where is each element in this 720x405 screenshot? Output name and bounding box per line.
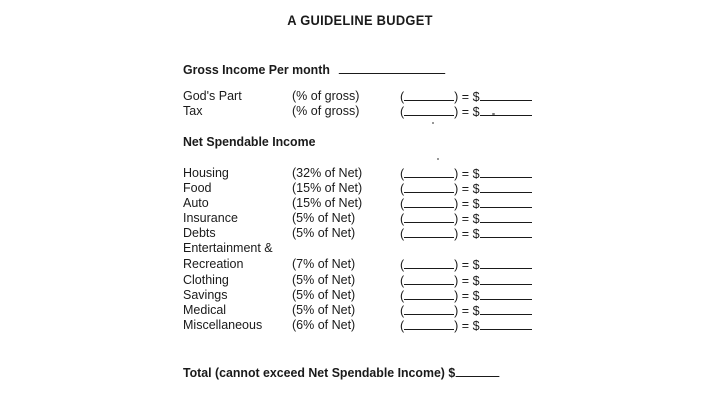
- equals-dollar: ) = $: [454, 212, 480, 226]
- open-paren: (: [400, 258, 405, 272]
- row-label: Miscellaneous: [183, 318, 263, 332]
- row-calculation: [400, 318, 532, 333]
- row-percentage: (32% of Net): [292, 166, 363, 180]
- equals-dollar: ) = $: [454, 289, 480, 303]
- row-percentage: (5% of Net): [292, 226, 356, 240]
- open-paren: (: [400, 197, 405, 211]
- row-label: Clothing: [183, 273, 229, 287]
- percent-blank[interactable]: [404, 211, 454, 223]
- budget-row-recreation: [0, 257, 720, 272]
- row-calculation: [400, 211, 532, 226]
- amount-blank[interactable]: [480, 211, 532, 223]
- equals-dollar: ) = $: [454, 197, 480, 211]
- budget-row-housing: [0, 166, 720, 181]
- row-label: Food: [183, 181, 212, 195]
- open-paren: (: [400, 289, 405, 303]
- budget-row-food: [0, 181, 720, 196]
- row-calculation: [400, 288, 532, 303]
- equals-dollar: ) = $: [454, 227, 480, 241]
- amount-blank[interactable]: [480, 181, 532, 193]
- gross-income-label: Gross Income Per month: [183, 62, 330, 77]
- open-paren: (: [400, 304, 405, 318]
- total-label: Total (cannot exceed Net Spendable Income) $: [183, 365, 456, 380]
- budget-row-clothing: [0, 273, 720, 288]
- row-label: Recreation: [183, 257, 244, 271]
- row-label: Auto: [183, 196, 209, 210]
- row-calculation: [400, 104, 532, 119]
- budget-row-miscellaneous: [0, 318, 720, 333]
- scan-speck: [437, 158, 439, 160]
- row-label: Savings: [183, 288, 228, 302]
- row-calculation: [400, 181, 532, 196]
- row-label: Entertainment &: [183, 241, 273, 255]
- total-amount-blank[interactable]: [455, 365, 499, 377]
- row-label: Housing: [183, 166, 229, 180]
- percent-blank[interactable]: [404, 288, 454, 300]
- percent-blank[interactable]: [404, 303, 454, 315]
- percent-blank[interactable]: [404, 166, 454, 178]
- gross-income-blank[interactable]: [339, 62, 445, 74]
- percent-blank[interactable]: [404, 196, 454, 208]
- amount-blank[interactable]: [480, 104, 532, 116]
- amount-blank[interactable]: [480, 288, 532, 300]
- scan-speck: [432, 122, 434, 124]
- amount-blank[interactable]: [480, 273, 532, 285]
- row-label: Insurance: [183, 211, 238, 225]
- amount-blank[interactable]: [480, 318, 532, 330]
- row-percentage: (5% of Net): [292, 211, 356, 225]
- row-percentage: (15% of Net): [292, 196, 363, 210]
- gross-income-heading: [183, 62, 445, 77]
- scan-speck: [492, 113, 495, 115]
- open-paren: (: [400, 105, 405, 119]
- open-paren: (: [400, 90, 405, 104]
- row-calculation: [400, 226, 532, 241]
- net-spendable-heading: Net Spendable Income: [183, 134, 316, 149]
- budget-row-insurance: [0, 211, 720, 226]
- amount-blank[interactable]: [480, 89, 532, 101]
- percent-blank[interactable]: [404, 89, 454, 101]
- equals-dollar: ) = $: [454, 105, 480, 119]
- amount-blank[interactable]: [480, 196, 532, 208]
- row-label: Medical: [183, 303, 227, 317]
- open-paren: (: [400, 167, 405, 181]
- equals-dollar: ) = $: [454, 258, 480, 272]
- row-calculation: [400, 166, 532, 181]
- row-percentage: (% of gross): [292, 89, 360, 103]
- row-percentage: (7% of Net): [292, 257, 356, 271]
- budget-row-entertainment: [0, 241, 720, 256]
- amount-blank[interactable]: [480, 257, 532, 269]
- equals-dollar: ) = $: [454, 304, 480, 318]
- row-percentage: (5% of Net): [292, 288, 356, 302]
- amount-blank[interactable]: [480, 226, 532, 238]
- percent-blank[interactable]: [404, 257, 454, 269]
- row-calculation: [400, 89, 532, 104]
- budget-row-gods-part: [0, 89, 720, 104]
- open-paren: (: [400, 212, 405, 226]
- budget-row-tax: [0, 104, 720, 119]
- equals-dollar: ) = $: [454, 167, 480, 181]
- budget-row-auto: [0, 196, 720, 211]
- equals-dollar: ) = $: [454, 274, 480, 288]
- open-paren: (: [400, 274, 405, 288]
- amount-blank[interactable]: [480, 166, 532, 178]
- equals-dollar: ) = $: [454, 319, 480, 333]
- row-calculation: [400, 303, 532, 318]
- total-line: [183, 365, 499, 380]
- budget-row-debts: [0, 226, 720, 241]
- open-paren: (: [400, 319, 405, 333]
- equals-dollar: ) = $: [454, 182, 480, 196]
- budget-row-medical: [0, 303, 720, 318]
- row-calculation: [400, 257, 532, 272]
- row-label: God's Part: [183, 89, 242, 103]
- open-paren: (: [400, 227, 405, 241]
- row-calculation: [400, 196, 532, 211]
- row-percentage: (6% of Net): [292, 318, 356, 332]
- open-paren: (: [400, 182, 405, 196]
- page-title: A GUIDELINE BUDGET: [287, 12, 433, 28]
- row-percentage: (5% of Net): [292, 273, 356, 287]
- percent-blank[interactable]: [404, 318, 454, 330]
- budget-row-savings: [0, 288, 720, 303]
- percent-blank[interactable]: [404, 226, 454, 238]
- row-label: Debts: [183, 226, 216, 240]
- row-percentage: (5% of Net): [292, 303, 356, 317]
- percent-blank[interactable]: [404, 104, 454, 116]
- row-percentage: (15% of Net): [292, 181, 363, 195]
- percent-blank[interactable]: [404, 273, 454, 285]
- row-calculation: [400, 273, 532, 288]
- equals-dollar: ) = $: [454, 90, 480, 104]
- amount-blank[interactable]: [480, 303, 532, 315]
- row-label: Tax: [183, 104, 203, 118]
- row-percentage: (% of gross): [292, 104, 360, 118]
- percent-blank[interactable]: [404, 181, 454, 193]
